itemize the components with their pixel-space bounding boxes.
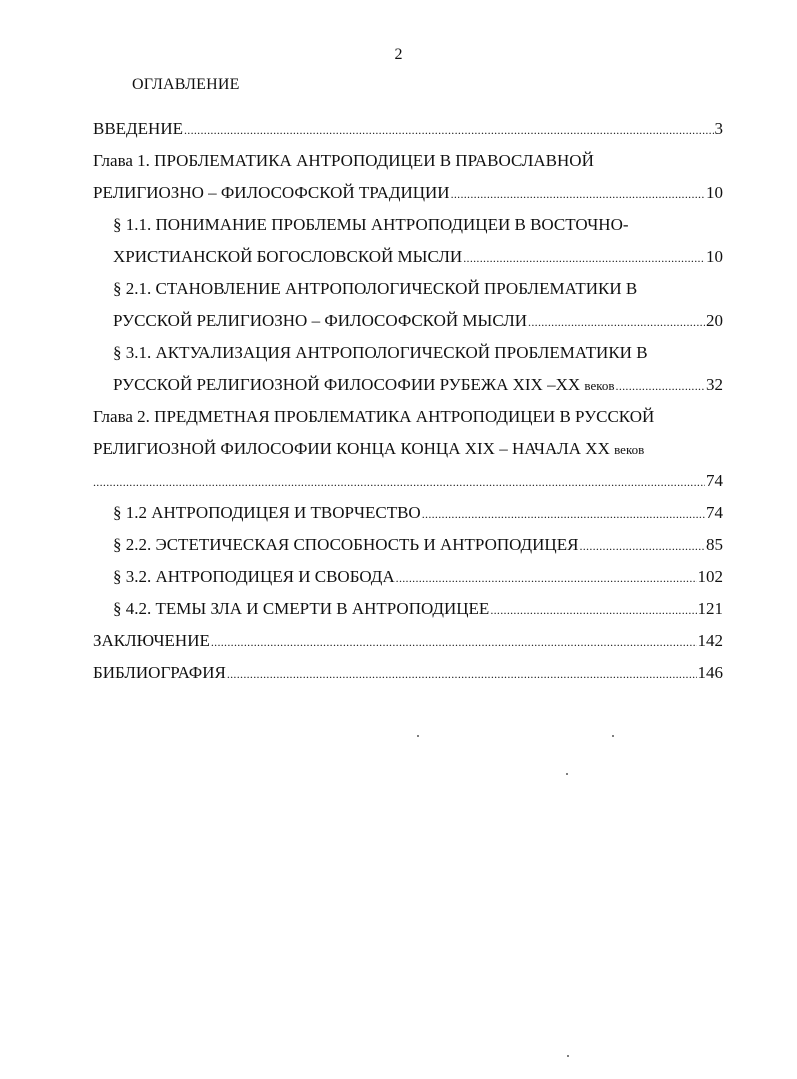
toc-entry-page: 10 [706,247,723,266]
toc-entry-chapter-2-line-1[interactable] [93,401,723,433]
toc-entry-page: 32 [706,375,723,394]
toc-entry-text: РЕЛИГИОЗНОЙ ФИЛОСОФИИ КОНЦА КОНЦА XIX – НАЧАЛА XX [93,439,610,458]
toc-entry-text: ВВЕДЕНИЕ [93,119,183,138]
toc-entry-page: 142 [697,631,723,650]
scan-speck [567,1055,569,1057]
toc-entry-page: 121 [697,599,723,618]
toc-entry-page: 146 [697,663,723,682]
scan-speck [566,773,568,775]
toc-entry-text: § 1.1. ПОНИМАНИЕ ПРОБЛЕМЫ АНТРОПОДИЦЕИ В ВОСТОЧНО- [113,215,629,234]
dot-leader [227,658,697,690]
toc-entry-text: § 2.2. ЭСТЕТИЧЕСКАЯ СПОСОБНОСТЬ И АНТРОПОДИЦЕЯ [113,535,579,554]
toc-entry-text: Глава 1. ПРОБЛЕМАТИКА АНТРОПОДИЦЕИ В ПРАВОСЛАВНОЙ [93,151,594,170]
dot-leader [184,114,714,146]
table-of-contents [93,113,723,689]
toc-entry-section-2-1-line-1[interactable] [113,273,723,305]
toc-entry-text: Глава 2. ПРЕДМЕТНАЯ ПРОБЛЕМАТИКА АНТРОПОДИЦЕИ В РУССКОЙ [93,407,655,426]
toc-entry-text: РУССКОЙ РЕЛИГИОЗНО – ФИЛОСОФСКОЙ МЫСЛИ [113,311,528,330]
toc-entry-text: РЕЛИГИОЗНО – ФИЛОСОФСКОЙ ТРАДИЦИИ [93,183,450,202]
toc-entry-chapter-1-line-1[interactable] [93,145,723,177]
toc-entry-conclusion[interactable] [93,625,723,657]
toc-entry-chapter-1-line-2[interactable] [93,177,723,209]
dot-leader [211,626,697,658]
toc-entry-text [113,369,615,402]
toc-entry-text: § 3.1. АКТУАЛИЗАЦИЯ АНТРОПОЛОГИЧЕСКОЙ ПРОБЛЕМАТИКИ В [113,343,648,362]
toc-entry-section-3-1-line-1[interactable] [113,337,723,369]
toc-entry-page: 74 [706,471,723,490]
toc-entry-section-2-1-line-2[interactable] [113,305,723,337]
dot-leader [463,242,705,274]
toc-entry-section-3-1-line-2[interactable] [113,369,723,401]
toc-entry-text: ЗАКЛЮЧЕНИЕ [93,631,210,650]
dot-leader [579,530,705,562]
toc-entry-text: БИБЛИОГРАФИЯ [93,663,226,682]
toc-entry-text: ХРИСТИАНСКОЙ БОГОСЛОВСКОЙ МЫСЛИ [113,247,463,266]
toc-entry-section-3-2[interactable] [113,561,723,593]
toc-entry-text: § 3.2. АНТРОПОДИЦЕЯ И СВОБОДА [113,567,395,586]
toc-entry-text-main: РУССКОЙ РЕЛИГИОЗНОЙ ФИЛОСОФИИ РУБЕЖА XIX –XX [113,375,581,394]
dot-leader [451,178,705,210]
toc-entry-text: § 2.1. СТАНОВЛЕНИЕ АНТРОПОЛОГИЧЕСКОЙ ПРОБЛЕМАТИКИ В [113,279,638,298]
toc-entry-text-small: веков [584,378,615,393]
toc-entry-page: 102 [697,567,723,586]
toc-entry-page: 10 [706,183,723,202]
toc-entry-section-4-2[interactable] [113,593,723,625]
dot-leader [528,306,705,338]
toc-entry-section-1-1-line-2[interactable] [113,241,723,273]
dot-leader [490,594,696,626]
toc-entry-text: § 1.2 АНТРОПОДИЦЕЯ И ТВОРЧЕСТВО [113,503,421,522]
page-number: 2 [394,46,403,63]
toc-entry-chapter-2-line-3[interactable] [93,465,723,497]
toc-entry-section-1-1-line-1[interactable] [113,209,723,241]
toc-entry-introduction[interactable] [93,113,723,145]
scan-speck [417,735,419,737]
dot-leader [396,562,697,594]
toc-entry-chapter-2-line-2[interactable] [93,433,723,465]
toc-entry-section-2-2[interactable] [113,529,723,561]
toc-entry-text: § 4.2. ТЕМЫ ЗЛА И СМЕРТИ В АНТРОПОДИЦЕЕ [113,599,490,618]
toc-title: ОГЛАВЛЕНИЕ [132,76,240,93]
dot-leader [616,370,705,402]
dot-leader [93,466,705,498]
toc-entry-section-1-2[interactable] [113,497,723,529]
toc-entry-bibliography[interactable] [93,657,723,689]
toc-entry-page: 20 [706,311,723,330]
dot-leader [422,498,705,530]
toc-entry-page: 74 [706,503,723,522]
toc-entry-page: 85 [706,535,723,554]
scan-speck [612,735,614,737]
toc-entry-page: 3 [714,119,723,138]
toc-entry-text-small: веков [614,442,645,457]
